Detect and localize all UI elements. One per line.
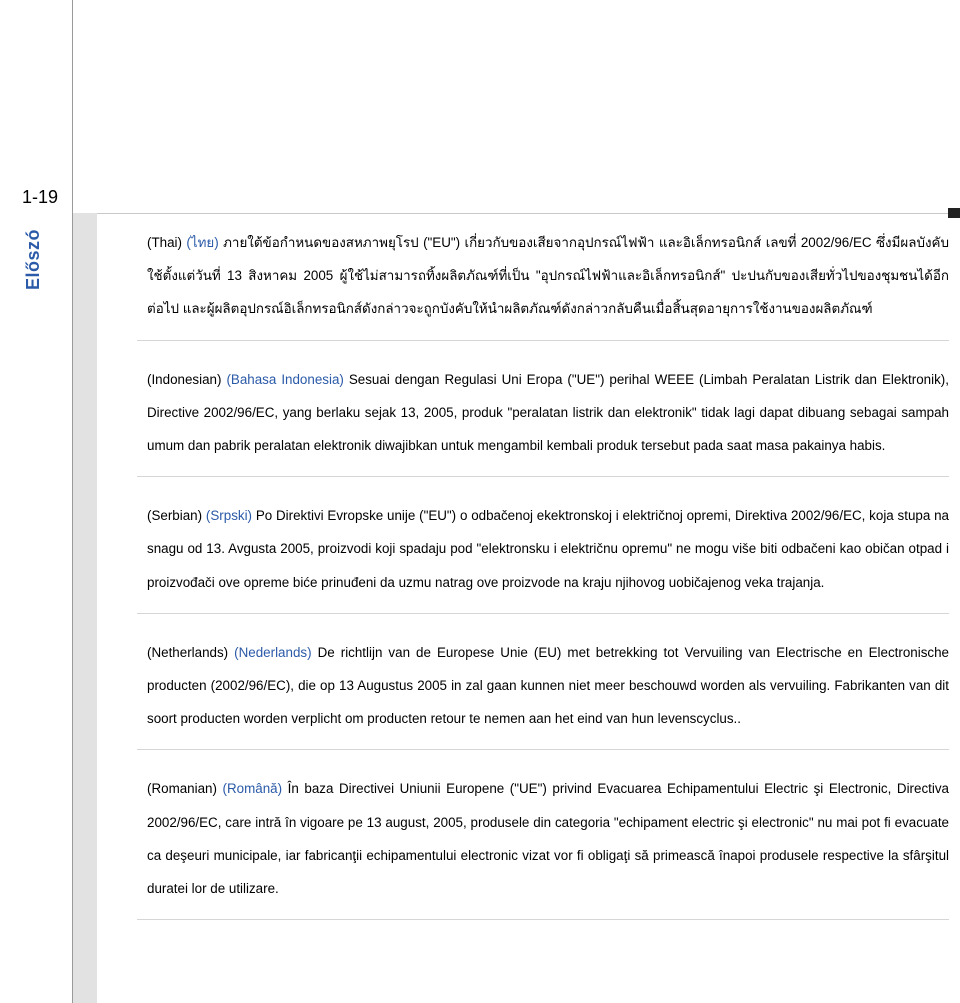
paragraph-serbian	[137, 495, 949, 614]
paragraph-text: De richtlijn van de Europese Unie (EU) met betrekking tot Vervuiling van Electrische en Electronische producten (2002/96/EC), die op 13 Augustus 2005 in zal gaan kunnen niet meer beschouwd worden als vervuiling. Fabrikanten van dit soort producten worden verplicht om producten retour te nemen aan het eind van hun levenscyclus..	[147, 644, 949, 727]
paragraph-text: ภายใต้ข้อกำหนดของสหภาพยุโรป ("EU") เกี่ยวกับของเสียจากอุปกรณ์ไฟฟ้า และอิเล็กทรอนิกส์ เลขที่ 2002/96/EC ซึ่งมีผลบังคับใช้ตั้งแต่วันที่ 13 สิงหาคม 2005 ผู้ใช้ไม่สามารถทิ้งผลิตภัณฑ์ที่เป็น "อุปกรณ์ไฟฟ้าและอิเล็กทรอนิกส์" ปะปนกับของเสียทั่วไปของชุมชนได้อีกต่อไป และผู้ผลิตอุปกรณ์อิเล็กทรอนิกส์ดังกล่าวจะถูกบังคับให้นำผลิตภัณฑ์ดังกล่าวกลับคืนเมื่อสิ้นสุดอายุการใช้งานของผลิตภัณฑ์	[147, 235, 949, 317]
language-native-name: (Nederlands)	[234, 644, 312, 660]
paragraph-text: Sesuai dengan Regulasi Uni Eropa ("UE") perihal WEEE (Limbah Peralatan Listrik dan Elektronik), Directive 2002/96/EC, yang berlaku sejak 13, 2005, produk "peralatan listrik dan elektronik" tidak lagi dapat dibuang sebagai sampah umum dan pabrik peralatan elektronik diwajibkan untuk mengambil kembali produk tersebut pada saat masa pakainya habis.	[147, 371, 949, 454]
side-bar	[73, 213, 97, 1003]
language-name: (Netherlands)	[147, 644, 229, 660]
language-name: (Indonesian)	[147, 371, 222, 387]
language-name: (Romanian)	[147, 781, 217, 797]
paragraph-indonesian	[137, 359, 949, 478]
paragraph-romanian	[137, 768, 949, 920]
header-rule	[97, 213, 960, 214]
language-native-name: (Română)	[222, 781, 283, 797]
language-name: (Thai)	[147, 235, 182, 250]
language-name: (Serbian)	[147, 508, 203, 524]
paragraph-text: În baza Directivei Uniunii Europene ("UE") privind Evacuarea Echipamentului Electric şi Electronic, Directiva 2002/96/EC, care intră în vigoare pe 13 august, 2005, produsele din categoria "echipament electric şi electronic" nu mai pot fi evacuate ca deşeuri municipale, iar fabricanţii echipamentului electronic vizat vor fi obligaţi să primească înapoi produsele respective la sfârşitul duratei lor de utilizare.	[147, 781, 949, 897]
paragraph-thai	[137, 222, 949, 341]
paragraph-netherlands	[137, 632, 949, 751]
language-native-name: (Srpski)	[205, 508, 253, 524]
section-title: Előszó	[23, 228, 43, 290]
paragraph-text: Po Direktivi Evropske unije ("EU") o odbačenoj ekektronskoj i električnoj opremi, Direktiva 2002/96/EC, koja stupa na snagu od 13. Avgusta 2005, proizvodi koji spadaju pod "elektronsku i električnu opremu" ne mogu više biti odbačeni kao običan otpad i proizvođači ove opreme biće prinuđeni da uzmu natrag ove proizvode na kraju njihovog uobičajenog veka trajanja.	[147, 508, 949, 590]
language-native-name: (ไทย)	[186, 235, 219, 250]
page-number: 1-19	[22, 187, 59, 207]
page-edge-marker	[948, 208, 960, 218]
language-native-name: (Bahasa Indonesia)	[226, 371, 344, 387]
content-area	[137, 222, 949, 920]
